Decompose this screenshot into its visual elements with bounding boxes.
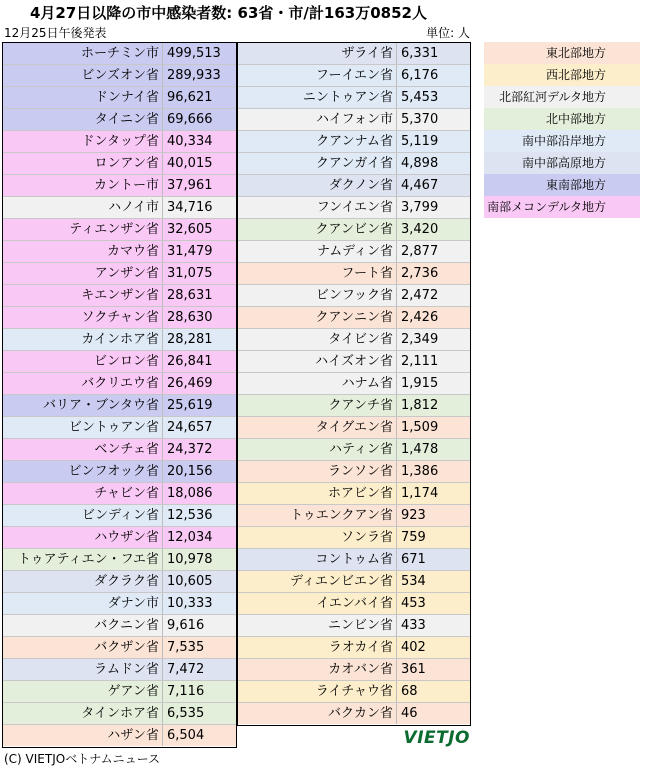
table-row (2, 614, 237, 636)
row-value: 69,666 (167, 112, 213, 127)
row-value: 1,478 (401, 442, 439, 457)
row-name: ロンアン省 (2, 153, 163, 174)
legend-item: 南中部沿岸地方 (484, 130, 640, 152)
table-row (237, 86, 471, 108)
row-name: フーイエン省 (237, 65, 397, 86)
row-value: 10,333 (167, 596, 213, 611)
table-row (237, 680, 471, 702)
table-row (237, 284, 471, 306)
table-row (2, 328, 237, 350)
table-row (237, 130, 471, 152)
row-value: 1,812 (401, 398, 439, 413)
row-name: ベンチェ省 (2, 439, 163, 460)
table-row (2, 702, 237, 724)
legend-item: 西北部地方 (484, 64, 640, 86)
table-row (2, 86, 237, 108)
table-row (2, 372, 237, 394)
table-row (237, 350, 471, 372)
table-row (2, 130, 237, 152)
row-name: ダナン市 (2, 593, 163, 614)
row-name: タイグエン省 (237, 417, 397, 438)
table-row (237, 482, 471, 504)
table-row (237, 196, 471, 218)
row-value: 7,472 (167, 662, 205, 677)
table-row (2, 416, 237, 438)
row-value: 28,631 (167, 288, 213, 303)
row-name: ハイフォン市 (237, 109, 397, 130)
row-value: 1,386 (401, 464, 439, 479)
row-name: ナムディン省 (237, 241, 397, 262)
chart-title: 4月27日以降の市中感染者数: 63省・市/計163万0852人 (30, 4, 427, 22)
row-name: バクカン省 (237, 703, 397, 724)
row-name: ドンナイ省 (2, 87, 163, 108)
row-value: 26,469 (167, 376, 213, 391)
table-row (2, 284, 237, 306)
row-name: カオバン省 (237, 659, 397, 680)
row-value: 32,605 (167, 222, 213, 237)
table-row (2, 724, 237, 746)
table-row (2, 658, 237, 680)
row-value: 5,370 (401, 112, 439, 127)
row-name: クアンガイ省 (237, 153, 397, 174)
row-value: 2,111 (401, 354, 439, 369)
row-value: 1,509 (401, 420, 439, 435)
legend-item: 北部紅河デルタ地方 (484, 86, 640, 108)
table-row (237, 328, 471, 350)
row-value: 3,799 (401, 200, 439, 215)
table-row (237, 504, 471, 526)
legend-item: 南中部高原地方 (484, 152, 640, 174)
row-name: タインホア省 (2, 703, 163, 724)
row-name: ハティン省 (237, 439, 397, 460)
row-name: カントー市 (2, 175, 163, 196)
row-name: バリア・ブンタウ省 (2, 395, 163, 416)
row-name: ダクノン省 (237, 175, 397, 196)
table-row (2, 218, 237, 240)
row-name: カマウ省 (2, 241, 163, 262)
row-value: 12,034 (167, 530, 213, 545)
row-value: 453 (401, 596, 426, 611)
row-name: フンイエン省 (237, 197, 397, 218)
table-row (237, 702, 471, 724)
unit-note: 単位: 人 (426, 26, 470, 40)
table-row (2, 262, 237, 284)
row-name: ゲアン省 (2, 681, 163, 702)
row-value: 20,156 (167, 464, 213, 479)
row-value: 46 (401, 706, 418, 721)
row-name: ホアビン省 (237, 483, 397, 504)
table-row (2, 174, 237, 196)
table-row (2, 240, 237, 262)
table-row (237, 526, 471, 548)
row-value: 40,015 (167, 156, 213, 171)
table-row (237, 570, 471, 592)
row-name: ホーチミン市 (2, 43, 163, 64)
row-value: 3,420 (401, 222, 439, 237)
row-name: チャビン省 (2, 483, 163, 504)
row-value: 671 (401, 552, 426, 567)
row-name: ティエンザン省 (2, 219, 163, 240)
row-value: 2,349 (401, 332, 439, 347)
row-value: 402 (401, 640, 426, 655)
row-name: ビンディン省 (2, 505, 163, 526)
table-row (2, 482, 237, 504)
row-name: ハノイ市 (2, 197, 163, 218)
table-row (237, 614, 471, 636)
legend-item: 東北部地方 (484, 42, 640, 64)
row-value: 2,426 (401, 310, 439, 325)
row-value: 31,479 (167, 244, 213, 259)
row-value: 12,536 (167, 508, 213, 523)
row-value: 31,075 (167, 266, 213, 281)
row-value: 5,119 (401, 134, 439, 149)
row-value: 7,116 (167, 684, 205, 699)
row-name: クアンニン省 (237, 307, 397, 328)
table-row (237, 64, 471, 86)
row-value: 28,281 (167, 332, 213, 347)
table-row (237, 592, 471, 614)
row-name: ビントゥアン省 (2, 417, 163, 438)
row-name: クアンナム省 (237, 131, 397, 152)
date-note: 12月25日午後発表 (4, 26, 107, 40)
row-name: ハイズオン省 (237, 351, 397, 372)
row-value: 759 (401, 530, 426, 545)
row-name: クアンビン省 (237, 219, 397, 240)
row-value: 25,619 (167, 398, 213, 413)
legend-item: 北中部地方 (484, 108, 640, 130)
table-row (237, 658, 471, 680)
table-row (237, 460, 471, 482)
table-row (2, 504, 237, 526)
table-row (2, 548, 237, 570)
row-name: ビンロン省 (2, 351, 163, 372)
legend-item: 南部メコンデルタ地方 (484, 196, 640, 218)
table-row (2, 64, 237, 86)
row-value: 6,176 (401, 68, 439, 83)
row-value: 40,334 (167, 134, 213, 149)
table-row (237, 108, 471, 130)
row-name: ビンズオン省 (2, 65, 163, 86)
row-name: ソクチャン省 (2, 307, 163, 328)
row-value: 1,915 (401, 376, 439, 391)
row-name: タイニン省 (2, 109, 163, 130)
row-value: 10,978 (167, 552, 213, 567)
row-value: 2,877 (401, 244, 439, 259)
table-row (2, 526, 237, 548)
row-value: 2,472 (401, 288, 439, 303)
row-value: 289,933 (167, 68, 221, 83)
table-row (2, 592, 237, 614)
row-value: 24,657 (167, 420, 213, 435)
row-name: ビンフオック省 (2, 461, 163, 482)
row-name: トゥアティエン・フエ省 (2, 549, 163, 570)
row-value: 1,174 (401, 486, 439, 501)
table-row (2, 570, 237, 592)
table-row (2, 350, 237, 372)
table-row (237, 548, 471, 570)
table-row (2, 460, 237, 482)
table-row (237, 152, 471, 174)
table-row (237, 240, 471, 262)
row-value: 2,736 (401, 266, 439, 281)
table-row (237, 394, 471, 416)
table-row (2, 438, 237, 460)
row-name: ライチャウ省 (237, 681, 397, 702)
row-value: 499,513 (167, 46, 221, 61)
table-row (2, 636, 237, 658)
row-name: ニンビン省 (237, 615, 397, 636)
row-value: 6,504 (167, 728, 205, 743)
table-row (237, 636, 471, 658)
table-row (2, 306, 237, 328)
row-name: キエンザン省 (2, 285, 163, 306)
row-name: ハナム省 (237, 373, 397, 394)
row-value: 18,086 (167, 486, 213, 501)
row-value: 4,467 (401, 178, 439, 193)
vietjo-logo: VIETJO (403, 728, 470, 748)
row-value: 433 (401, 618, 426, 633)
row-name: バクリエウ省 (2, 373, 163, 394)
table-row (237, 416, 471, 438)
row-name: ハザン省 (2, 725, 163, 746)
row-value: 5,453 (401, 90, 439, 105)
row-value: 10,605 (167, 574, 213, 589)
row-name: トゥエンクアン省 (237, 505, 397, 526)
source-note: (C) VIETJOベトナムニュース (4, 752, 161, 766)
row-value: 28,630 (167, 310, 213, 325)
row-name: ダクラク省 (2, 571, 163, 592)
row-value: 68 (401, 684, 418, 699)
table-row (2, 42, 237, 64)
row-name: コントゥム省 (237, 549, 397, 570)
table-row (237, 42, 471, 64)
row-value: 9,616 (167, 618, 205, 633)
table-row (2, 394, 237, 416)
row-name: ザライ省 (237, 43, 397, 64)
row-value: 24,372 (167, 442, 213, 457)
table-row (237, 438, 471, 460)
row-value: 34,716 (167, 200, 213, 215)
table-row (237, 372, 471, 394)
legend-item: 東南部地方 (484, 174, 640, 196)
row-name: クアンチ省 (237, 395, 397, 416)
row-name: ラオカイ省 (237, 637, 397, 658)
row-name: ラムドン省 (2, 659, 163, 680)
row-name: バクニン省 (2, 615, 163, 636)
row-name: イエンバイ省 (237, 593, 397, 614)
row-value: 4,898 (401, 156, 439, 171)
row-value: 26,841 (167, 354, 213, 369)
row-value: 923 (401, 508, 426, 523)
row-name: ニントゥアン省 (237, 87, 397, 108)
row-value: 7,535 (167, 640, 205, 655)
table-row (2, 196, 237, 218)
table-row (237, 218, 471, 240)
row-name: ハウザン省 (2, 527, 163, 548)
table-row (2, 152, 237, 174)
row-name: ランソン省 (237, 461, 397, 482)
table-row (237, 262, 471, 284)
row-name: バクザン省 (2, 637, 163, 658)
row-value: 534 (401, 574, 426, 589)
row-value: 361 (401, 662, 426, 677)
row-value: 6,535 (167, 706, 205, 721)
row-name: カインホア省 (2, 329, 163, 350)
row-value: 96,621 (167, 90, 213, 105)
table-row (2, 680, 237, 702)
row-name: ドンタップ省 (2, 131, 163, 152)
row-name: フート省 (237, 263, 397, 284)
row-name: タイビン省 (237, 329, 397, 350)
row-name: アンザン省 (2, 263, 163, 284)
row-name: ソンラ省 (237, 527, 397, 548)
row-name: ビンフック省 (237, 285, 397, 306)
table-row (237, 306, 471, 328)
row-value: 6,331 (401, 46, 439, 61)
row-name: ディエンビエン省 (237, 571, 397, 592)
row-value: 37,961 (167, 178, 213, 193)
table-row (237, 174, 471, 196)
table-row (2, 108, 237, 130)
